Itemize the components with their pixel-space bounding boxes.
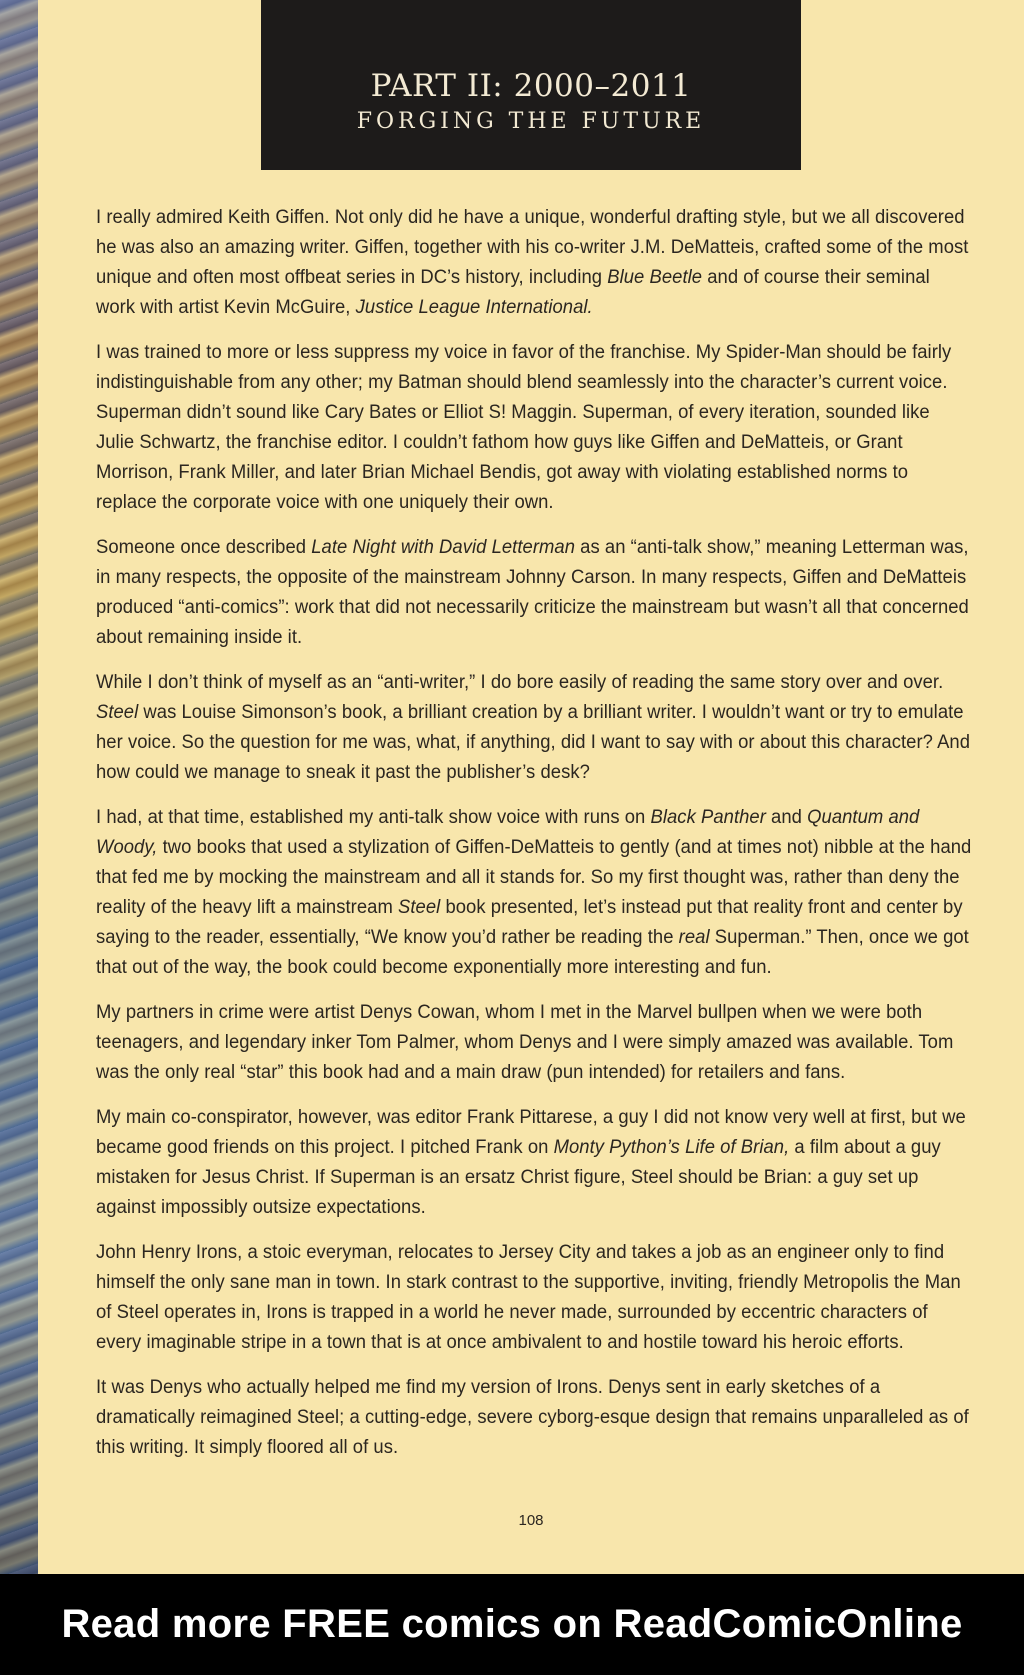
paragraph-text: I really admired Keith Giffen. Not only did he have a unique, wonderful drafting style, but we all discovered he was also an amazing writer. Giffen, together with his co-writer J.M. DeMatteis, crafted some of the most unique and often most offbeat series in DC’s history, including bbox=[96, 207, 969, 288]
paragraph-text: and of course their seminal work with artist Kevin McGuire, bbox=[96, 267, 930, 318]
paragraph-text: John Henry Irons, a stoic everyman, relocates to Jersey City and takes a job as an engineer only to find himself the only sane man in town. In stark contrast to the supportive, inviting, friendly Metropolis the Man of Steel operates in, Irons is trapped in a world he never made, surrounded by eccentric characters of every imaginable stripe in a town that is at once ambivalent to and hostile toward his heroic efforts. bbox=[96, 1242, 961, 1353]
page-number: 108 bbox=[518, 1512, 544, 1529]
paragraph bbox=[96, 668, 972, 788]
paragraph-text: and bbox=[765, 807, 808, 828]
paragraph bbox=[96, 1238, 972, 1358]
promo-banner[interactable]: Read more FREE comics on ReadComicOnline bbox=[0, 1574, 1024, 1675]
paragraph bbox=[96, 203, 972, 323]
paragraph bbox=[96, 1373, 972, 1463]
paragraph bbox=[96, 338, 972, 518]
paragraph-text: It was Denys who actually helped me find my version of Irons. Denys sent in early sketches of a dramatically reimagined Steel; a cutting-edge, severe cyborg-esque design that remains unparalleled as of this writing. It simply floored all of us. bbox=[96, 1377, 969, 1458]
paragraph bbox=[96, 533, 972, 653]
article-body bbox=[96, 203, 971, 1478]
paragraph bbox=[96, 803, 972, 983]
paragraph-text: I had, at that time, established my anti-talk show voice with runs on bbox=[96, 807, 651, 828]
book-page bbox=[38, 0, 1024, 1574]
italic-title-text: Justice League International. bbox=[355, 297, 593, 318]
paragraph-text: My main co-conspirator, however, was editor Frank Pittarese, a guy I did not know very well at first, but we became good friends on this project. I pitched Frank on bbox=[96, 1107, 966, 1158]
paragraph bbox=[96, 998, 972, 1088]
chapter-subtitle: FORGING THE FUTURE bbox=[356, 109, 706, 134]
comic-art-edge-strip bbox=[0, 0, 38, 1574]
paragraph-text: While I don’t think of myself as an “anti-writer,” I do bore easily of reading the same story over and over. bbox=[96, 672, 944, 693]
paragraph-text: was Louise Simonson’s book, a brilliant creation by a brilliant writer. I wouldn’t want or try to emulate her voice. So the question for me was, what, if anything, did I want to say with or about this character? And how could we manage to sneak it past the publisher’s desk? bbox=[96, 702, 971, 783]
italic-title-text: Black Panther bbox=[650, 807, 766, 828]
italic-title-text: real bbox=[678, 927, 710, 948]
italic-title-text: Steel bbox=[398, 897, 441, 918]
chapter-title-box bbox=[261, 0, 801, 170]
paragraph-text: two books that used a stylization of Giffen-DeMatteis to gently (and at times not) nibble at the hand that fed me by mocking the mainstream and all it stands for. So my first thought was, rather than deny the reality of the heavy lift a mainstream bbox=[96, 837, 972, 918]
italic-title-text: Monty Python’s Life of Brian, bbox=[553, 1137, 790, 1158]
paragraph-text: as an “anti-talk show,” meaning Letterman was, in many respects, the opposite of the mainstream Johnny Carson. In many respects, Giffen and DeMatteis produced “anti-comics”: work that did not necessarily criticize the mainstream but wasn’t all that concerned about remaining inside it. bbox=[96, 537, 969, 648]
italic-title-text: Steel bbox=[96, 702, 139, 723]
paragraph bbox=[96, 1103, 972, 1223]
paragraph-text: Someone once described bbox=[96, 537, 312, 558]
paragraph-text: My partners in crime were artist Denys Cowan, whom I met in the Marvel bullpen when we were both teenagers, and legendary inker Tom Palmer, whom Denys and I were simply amazed was available. Tom was the only real “star” this book had and a main draw (pun intended) for retailers and fans. bbox=[96, 1002, 954, 1083]
paragraph-text: Superman.” Then, once we got that out of the way, the book could become exponentially more interesting and fun. bbox=[96, 927, 969, 978]
paragraph-text: I was trained to more or less suppress my voice in favor of the franchise. My Spider-Man should be fairly indistinguishable from any other; my Batman should blend seamlessly into the character’s current voice. Superman didn’t sound like Cary Bates or Elliot S! Maggin. Superman, of every iteration, sounded like Julie Schwartz, the franchise editor. I couldn’t fathom how guys like Giffen and DeMatteis, or Grant Morrison, Frank Miller, and later Brian Michael Bendis, got away with violating established norms to replace the corporate voice with one uniquely their own. bbox=[96, 342, 952, 513]
chapter-title: PART II: 2000–2011 bbox=[370, 68, 692, 104]
italic-title-text: Late Night with David Letterman bbox=[311, 537, 576, 558]
paragraph-text: book presented, let’s instead put that reality front and center by saying to the reader, essentially, “We know you’d rather be reading the bbox=[96, 897, 963, 948]
paragraph-text: a film about a guy mistaken for Jesus Christ. If Superman is an ersatz Christ figure, Steel should be Brian: a guy set up against impossibly outsize expectations. bbox=[96, 1137, 941, 1218]
italic-title-text: Quantum and Woody, bbox=[96, 807, 920, 858]
italic-title-text: Blue Beetle bbox=[607, 267, 703, 288]
